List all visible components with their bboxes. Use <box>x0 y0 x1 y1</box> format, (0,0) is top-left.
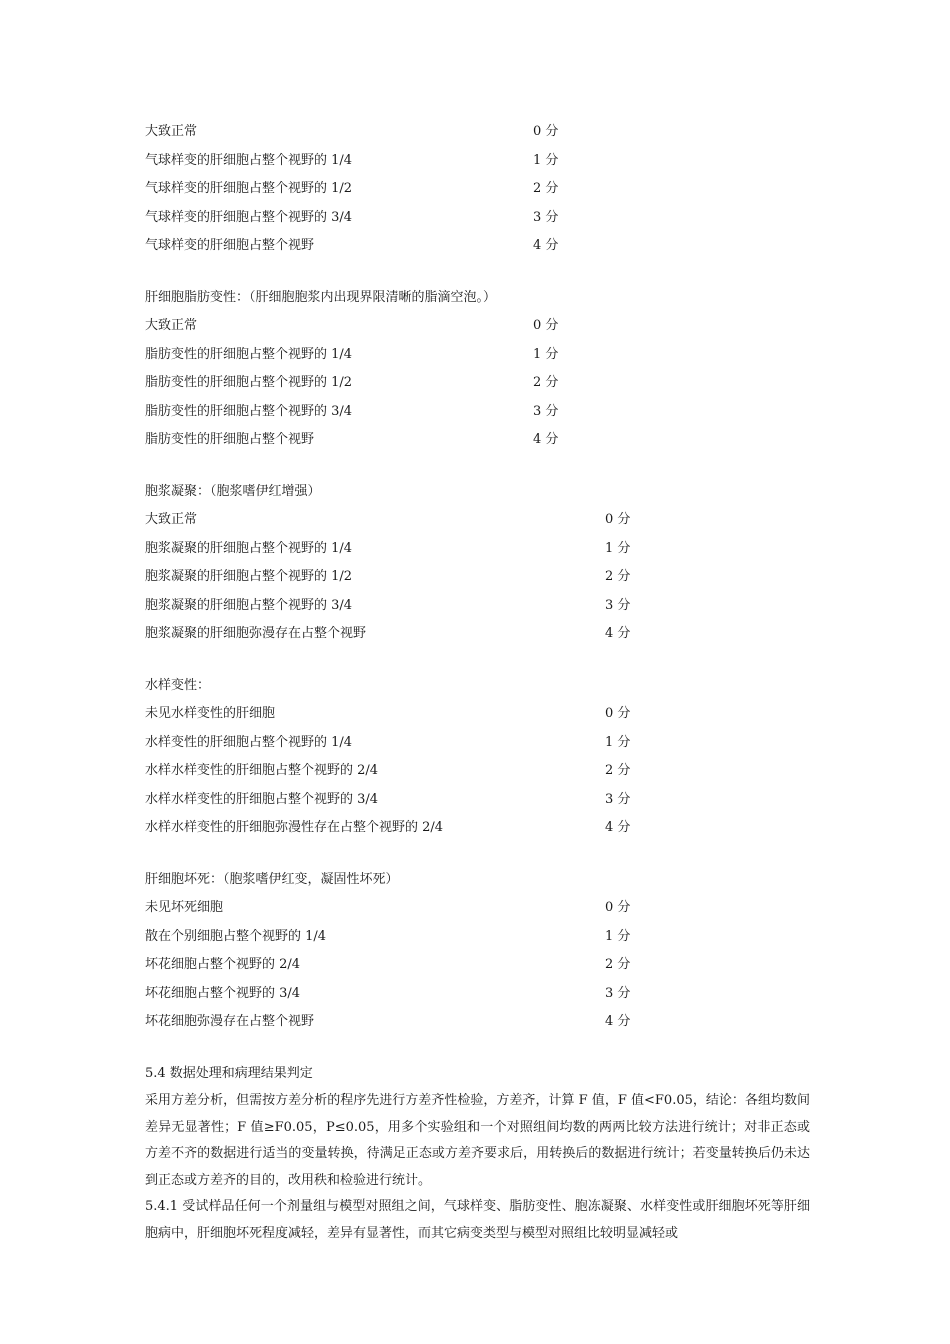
document-page <box>145 118 810 1247</box>
score-value: 0 分 <box>533 318 559 333</box>
score-value: 2 分 <box>533 375 559 390</box>
score-row <box>145 1008 810 1037</box>
section-gap <box>145 261 810 284</box>
section-heading: 肝细胞脂肪变性：（肝细胞胞浆内出现界限清晰的脂滴空泡。） <box>145 289 497 305</box>
body-paragraph: 采用方差分析，但需按方差分析的程序先进行方差齐性检验，方差齐，计算 F 值，F 值<F0.05，结论：各组均数间差异无显著性；F 值≥F0.05，P≤0.05，用多个实验组和一个对照组间均数的两两比较方法进行统计；对非正态或方差不齐的数据进行适当的变量转换，待满足正态或方差齐要求后，用转换后的数据进行统计；若变量转换后仍未达到正态或方差齐的目的，改用秩和检验进行统计。 <box>145 1093 810 1188</box>
section-gap <box>145 649 810 672</box>
score-row <box>145 232 810 261</box>
score-row <box>145 312 810 341</box>
score-value: 0 分 <box>533 124 559 139</box>
score-label: 坏花细胞弥漫存在占整个视野 <box>145 1014 315 1029</box>
score-value: 1 分 <box>605 734 631 750</box>
score-value: 3 分 <box>533 209 559 225</box>
score-label: 胞浆凝聚的肝细胞占整个视野的 1/4 <box>145 540 353 556</box>
score-value: 3 分 <box>605 985 631 1001</box>
necrosis-score-list <box>145 866 810 1037</box>
score-label: 未见水样变性的肝细胞 <box>145 706 276 721</box>
section-heading: 水样变性： <box>145 677 211 693</box>
score-value: 1 分 <box>605 540 631 556</box>
score-label: 大致正常 <box>145 124 198 139</box>
score-value: 4 分 <box>533 238 559 253</box>
score-row <box>145 700 810 729</box>
score-label: 坏花细胞占整个视野的 3/4 <box>145 985 301 1001</box>
score-value: 2 分 <box>605 957 631 972</box>
score-label: 大致正常 <box>145 318 198 333</box>
score-value: 4 分 <box>533 432 559 447</box>
score-row <box>145 786 810 815</box>
score-value: 4 分 <box>605 626 631 641</box>
score-label: 胞浆凝聚的肝细胞占整个视野的 3/4 <box>145 597 353 613</box>
score-row <box>145 341 810 370</box>
score-label: 水样水样变性的肝细胞占整个视野的 2/4 <box>145 763 379 778</box>
section-heading: 胞浆凝聚：（胞浆嗜伊红增强） <box>145 483 321 499</box>
score-row <box>145 426 810 455</box>
score-row <box>145 204 810 233</box>
score-label: 脂肪变性的肝细胞占整个视野的 1/2 <box>145 375 353 390</box>
score-label: 坏花细胞占整个视野的 2/4 <box>145 957 301 972</box>
score-row <box>145 147 810 176</box>
section-heading: 肝细胞坏死：（胞浆嗜伊红变，凝固性坏死） <box>145 871 399 887</box>
score-row <box>145 951 810 980</box>
score-label: 未见坏死细胞 <box>145 900 224 915</box>
score-row <box>145 729 810 758</box>
score-row <box>145 894 810 923</box>
score-label: 水样水样变性的肝细胞占整个视野的 3/4 <box>145 791 379 807</box>
score-value: 3 分 <box>605 791 631 807</box>
section-gap <box>145 843 810 866</box>
score-value: 1 分 <box>605 928 631 944</box>
score-value: 3 分 <box>533 403 559 419</box>
score-row <box>145 923 810 952</box>
score-label: 水样水样变性的肝细胞弥漫性存在占整个视野的 2/4 <box>145 820 444 835</box>
score-value: 0 分 <box>605 512 631 527</box>
score-row <box>145 757 810 786</box>
score-label: 脂肪变性的肝细胞占整个视野的 3/4 <box>145 403 353 419</box>
score-label: 脂肪变性的肝细胞占整个视野 <box>145 432 315 447</box>
score-value: 3 分 <box>605 597 631 613</box>
score-label: 水样变性的肝细胞占整个视野的 1/4 <box>145 734 353 750</box>
score-value: 4 分 <box>605 820 631 835</box>
score-label: 脂肪变性的肝细胞占整个视野的 1/4 <box>145 346 353 362</box>
section-gap <box>145 1037 810 1060</box>
score-label: 气球样变的肝细胞占整个视野的 3/4 <box>145 209 353 225</box>
score-row <box>145 535 810 564</box>
score-row <box>145 592 810 621</box>
score-label: 气球样变的肝细胞占整个视野的 1/4 <box>145 152 353 168</box>
score-row <box>145 620 810 649</box>
section-5-4 <box>145 1060 810 1248</box>
score-row <box>145 398 810 427</box>
score-label: 胞浆凝聚的肝细胞占整个视野的 1/2 <box>145 569 353 584</box>
hydropic-score-list <box>145 672 810 843</box>
section-heading: 5.4 数据处理和病理结果判定 <box>145 1065 313 1081</box>
score-row <box>145 118 810 147</box>
score-value: 0 分 <box>605 706 631 721</box>
score-value: 1 分 <box>533 346 559 362</box>
score-row <box>145 814 810 843</box>
score-value: 2 分 <box>605 569 631 584</box>
score-value: 1 分 <box>533 152 559 168</box>
score-row <box>145 563 810 592</box>
score-value: 2 分 <box>533 181 559 196</box>
body-paragraph-5-4-1: 5.4.1 受试样品任何一个剂量组与模型对照组之间，气球样变、脂肪变性、胞冻凝聚、水样变性或肝细胞坏死等肝细胞病中，肝细胞坏死程度减轻，差异有显著性，而其它病变类型与模型对照组比较明显减轻或 <box>145 1199 810 1241</box>
condensation-score-list <box>145 478 810 649</box>
score-label: 散在个别细胞占整个视野的 1/4 <box>145 928 327 944</box>
section-gap <box>145 455 810 478</box>
fatty-score-list <box>145 284 810 455</box>
score-value: 4 分 <box>605 1014 631 1029</box>
score-label: 大致正常 <box>145 512 198 527</box>
score-label: 胞浆凝聚的肝细胞弥漫存在占整个视野 <box>145 626 367 641</box>
score-value: 0 分 <box>605 900 631 915</box>
score-value: 2 分 <box>605 763 631 778</box>
score-label: 气球样变的肝细胞占整个视野的 1/2 <box>145 181 353 196</box>
score-label: 气球样变的肝细胞占整个视野 <box>145 238 315 253</box>
balloon-score-list <box>145 118 810 261</box>
score-row <box>145 369 810 398</box>
score-row <box>145 506 810 535</box>
score-row <box>145 175 810 204</box>
score-row <box>145 980 810 1009</box>
